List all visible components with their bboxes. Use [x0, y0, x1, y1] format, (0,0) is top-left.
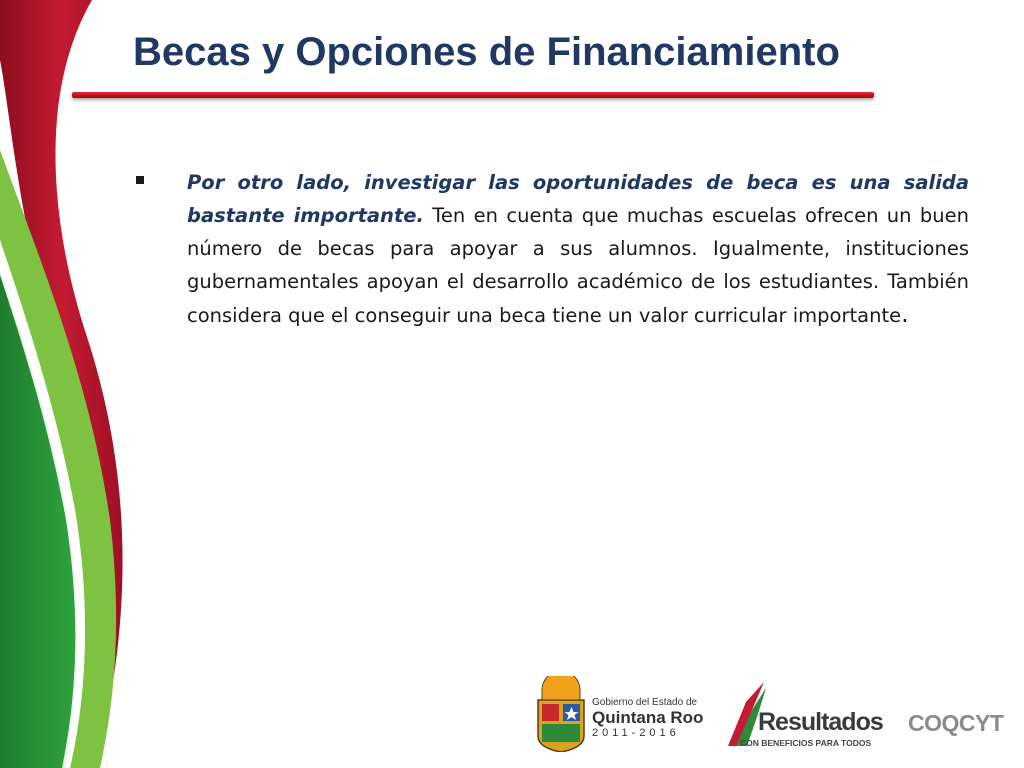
resultados-logo-tagline: CON BENEFICIOS PARA TODOS — [740, 738, 872, 748]
quintana-roo-shield-icon — [538, 676, 584, 752]
bullet-paragraph — [187, 166, 969, 332]
decorative-ribbons — [0, 0, 200, 768]
bullet-marker — [136, 176, 144, 184]
gobierno-line1: Gobierno del Estado de — [592, 697, 698, 708]
coqcyt-logo: COQCYT — [908, 710, 1004, 736]
title-underline — [72, 92, 874, 98]
slide-title: Becas y Opciones de Financiamiento — [133, 30, 840, 74]
gobierno-line2: Quintana Roo — [592, 708, 704, 727]
gobierno-logo-text — [592, 697, 703, 740]
gobierno-line3: 2011-2016 — [592, 727, 680, 739]
paragraph-end-mark: . — [901, 300, 909, 328]
paragraph-emphasis: Por otro lado, investigar las oportunidades de beca es una salida bastante importante. — [187, 171, 969, 227]
paragraph-text: Ten en cuenta que muchas escuelas ofrecen un buen número de becas para apoyar a sus alumnos. Igualmente, instituciones gubernamentales apoyan el desarrollo académico de los estudiantes. También considera que el conseguir una beca tiene un valor curricular importante — [187, 204, 969, 327]
resultados-logo-name: Resultados — [758, 708, 883, 736]
